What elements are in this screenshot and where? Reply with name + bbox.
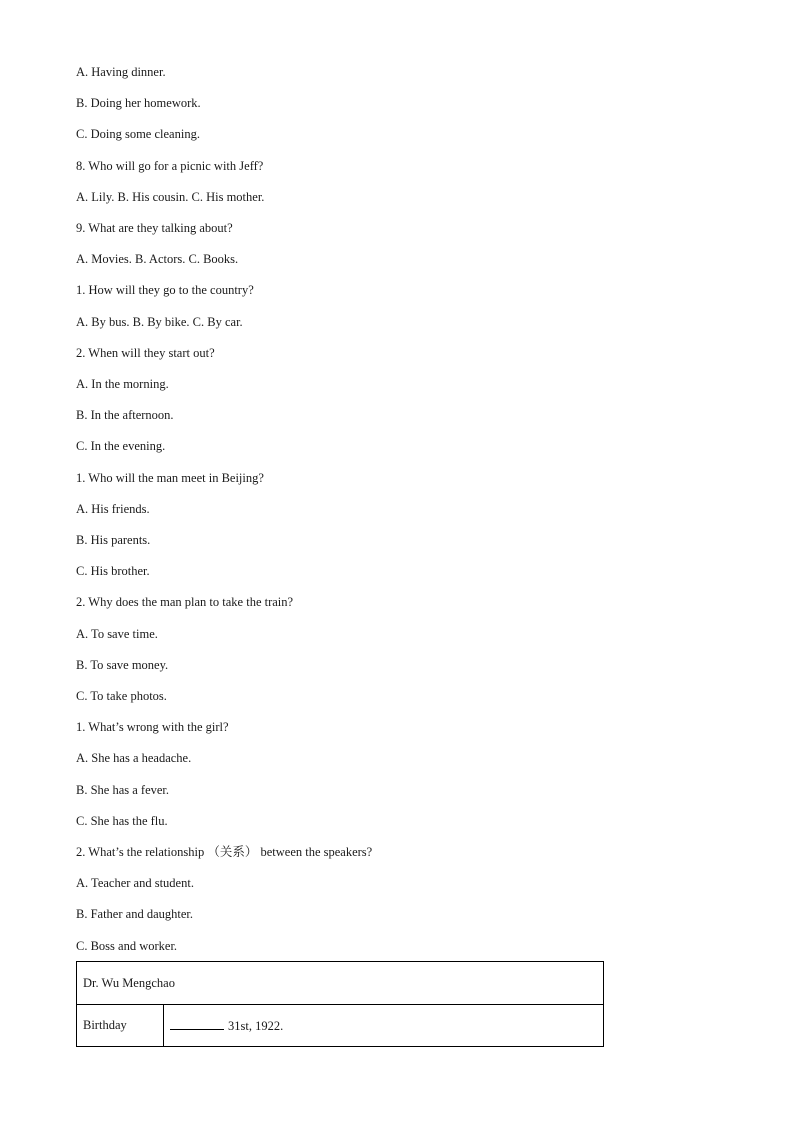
option-line: B. Father and daughter. — [76, 907, 193, 922]
question-line: 2. What’s the relationship （关系） between the speakers? — [76, 845, 373, 859]
option-line: B. His parents. — [76, 533, 151, 547]
birthday-label: Birthday — [77, 1005, 164, 1047]
question-line: 8. Who will go for a picnic with Jeff? — [76, 158, 264, 173]
question-line: 1. How will they go to the country? — [76, 283, 254, 298]
option-line: C. In the evening. — [76, 439, 166, 454]
option-line: A. She has a headache. — [76, 751, 192, 766]
option-line: A. Movies. B. Actors. C. Books. — [76, 252, 239, 267]
option-line: B. In the afternoon. — [76, 408, 174, 423]
option-line: A. Having dinner. — [76, 65, 166, 79]
option-line: A. By bus. B. By bike. C. By car. — [76, 314, 243, 329]
question-line: 1. Who will the man meet in Beijing? — [76, 470, 264, 485]
birthday-value: 31st, 1922. — [228, 1018, 284, 1033]
question-line: 2. When will they start out? — [76, 345, 215, 360]
option-line: C. Boss and worker. — [76, 938, 178, 953]
birthday-value-cell — [164, 1005, 604, 1047]
option-line: C. She has the flu. — [76, 813, 168, 828]
option-line: C. His brother. — [76, 564, 150, 579]
option-line: A. Lily. B. His cousin. C. His mother. — [76, 189, 265, 204]
question-line: 2. Why does the man plan to take the train? — [76, 595, 294, 610]
option-line: A. To save time. — [76, 626, 158, 641]
option-line: C. To take photos. — [76, 689, 167, 703]
option-line: C. Doing some cleaning. — [76, 127, 200, 142]
table-row — [77, 1005, 604, 1047]
question-line: 9. What are they talking about? — [76, 221, 233, 235]
option-line: A. His friends. — [76, 501, 150, 516]
table-header-cell: Dr. Wu Mengchao — [77, 962, 604, 1005]
option-line: A. In the morning. — [76, 377, 169, 391]
question-line: 1. What’s wrong with the girl? — [76, 720, 229, 735]
option-line: B. She has a fever. — [76, 782, 170, 797]
table-header-row — [77, 962, 604, 1005]
option-line: B. To save money. — [76, 657, 169, 672]
info-table — [76, 961, 604, 1047]
option-line: B. Doing her homework. — [76, 96, 201, 111]
option-line: A. Teacher and student. — [76, 876, 194, 891]
fill-in-blank[interactable] — [170, 1018, 224, 1030]
